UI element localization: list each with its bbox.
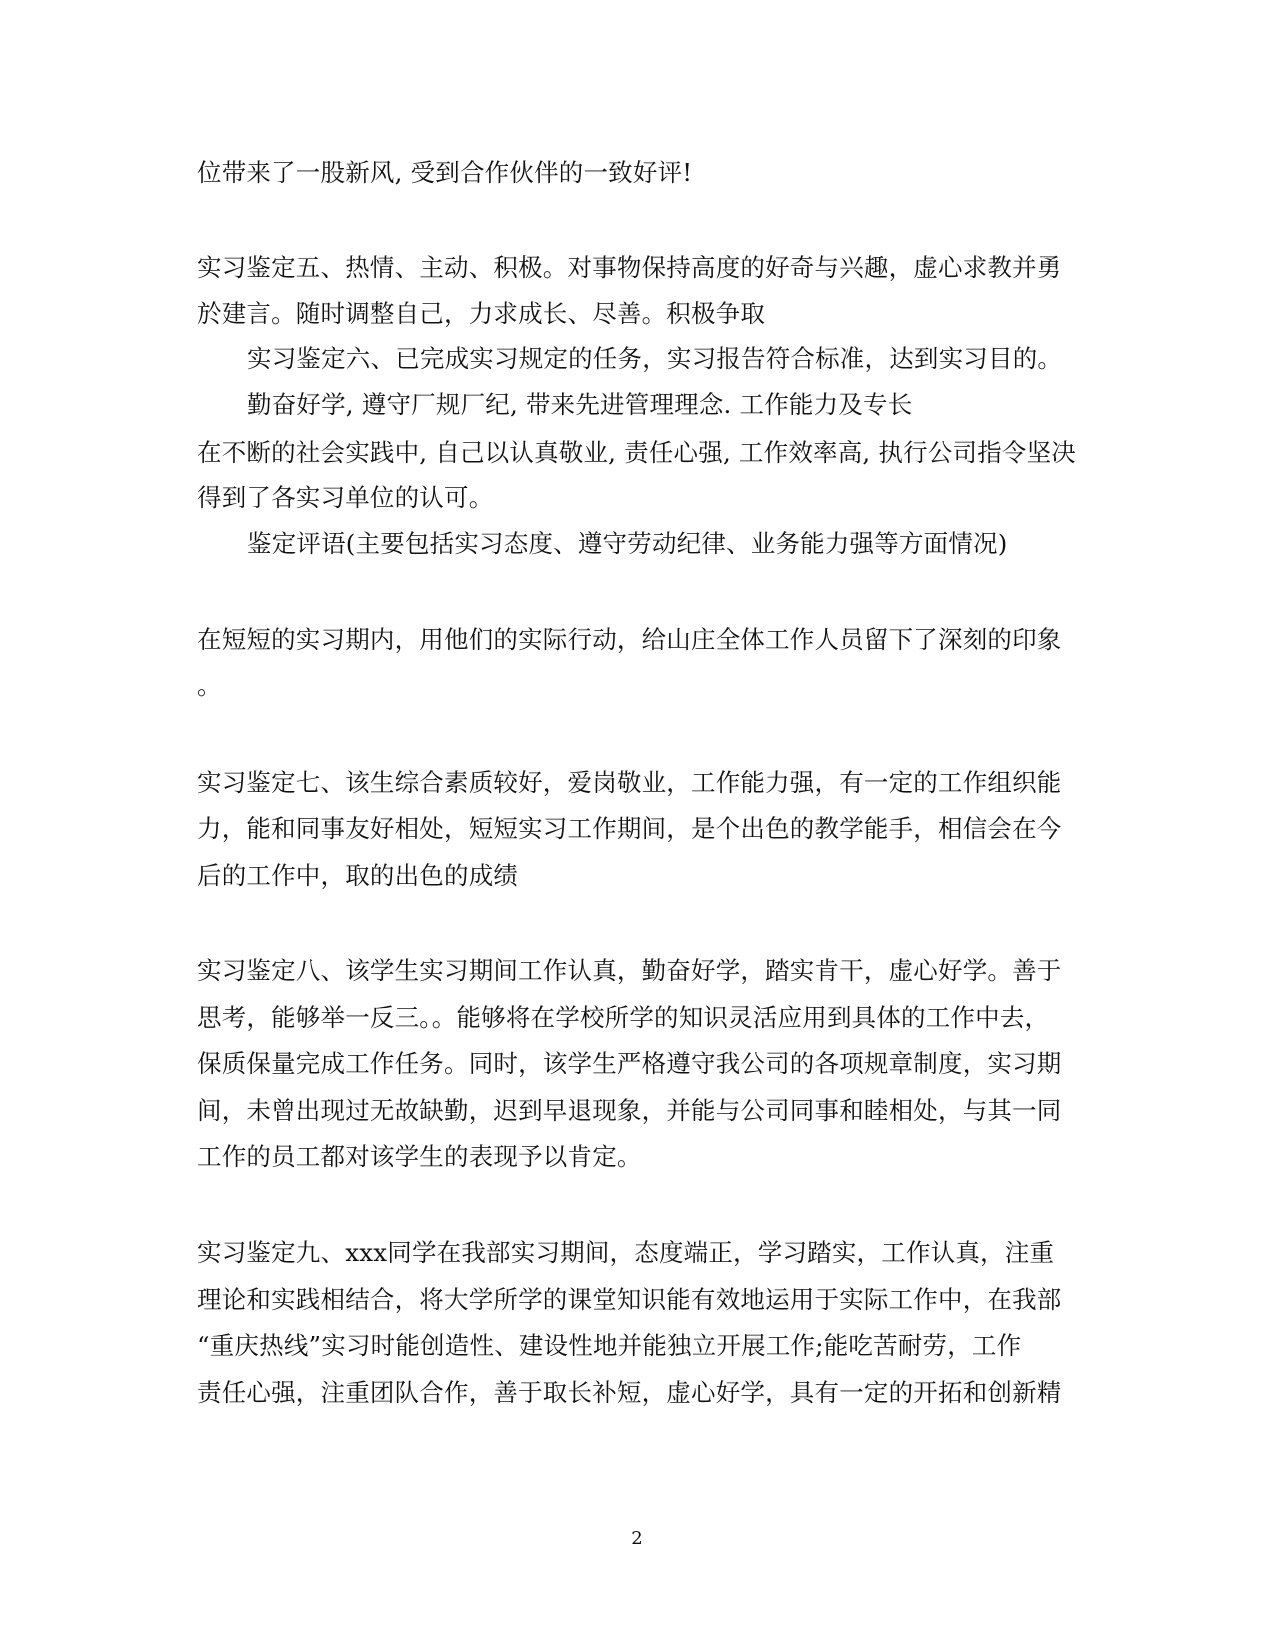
text-line: 保质保量完成工作任务。同时，该学生严格遵守我公司的各项规章制度，实习期 — [197, 1049, 1062, 1078]
text-line: 位带来了一股新风, 受到合作伙伴的一致好评! — [197, 158, 693, 187]
text-line: 理论和实践相结合，将大学所学的课堂知识能有效地运用于实际工作中，在我部 — [197, 1285, 1062, 1314]
text-line: 实习鉴定八、该学生实习期间工作认真，勤奋好学，踏实肯干，虚心好学。善于 — [197, 956, 1062, 985]
text-line: 於建言。随时调整自己，力求成长、尽善。积极争取 — [197, 299, 766, 328]
text-line: 思考，能够举一反三。。能够将在学校所学的知识灵活应用到具体的工作中去， — [197, 1003, 1050, 1032]
text-line: 实习鉴定五、热情、主动、积极。对事物保持高度的好奇与兴趣，虚心求教并勇 — [197, 253, 1062, 282]
text-line: 得到了各实习单位的认可。 — [197, 483, 494, 512]
text-line: “重庆热线”实习时能创造性、建设性地并能独立开展工作;能吃苦耐劳，工作 — [197, 1331, 1022, 1360]
text-line: 力，能和同事友好相处，短短实习工作期间，是个出色的教学能手，相信会在今 — [197, 814, 1062, 843]
text-line: 实习鉴定七、该生综合素质较好，爱岗敬业，工作能力强，有一定的工作组织能 — [197, 768, 1062, 797]
text-line: 。 — [197, 671, 222, 700]
text-line: 在不断的社会实践中, 自己以认真敬业, 责任心强, 工作效率高, 执行公司指令坚决 — [197, 438, 1076, 467]
text-line: 鉴定评语(主要包括实习态度、遵守劳动纪律、业务能力强等方面情况) — [247, 529, 1008, 558]
text-line: 责任心强，注重团队合作，善于取长补短，虚心好学，具有一定的开拓和创新精 — [197, 1378, 1062, 1407]
page-number: 2 — [631, 1528, 643, 1549]
text-line: 工作的员工都对该学生的表现予以肯定。 — [197, 1142, 642, 1171]
text-line: 实习鉴定六、已完成实习规定的任务，实习报告符合标准，达到实习目的。 — [247, 344, 1063, 373]
text-line: 勤奋好学, 遵守厂规厂纪, 带来先进管理理念. 工作能力及专长 — [247, 390, 913, 419]
text-line: 后的工作中，取的出色的成绩 — [197, 861, 519, 890]
text-line: 实习鉴定九、xxx同学在我部实习期间，态度端正，学习踏实，工作认真，注重 — [197, 1238, 1055, 1267]
text-line: 在短短的实习期内，用他们的实际行动，给山庄全体工作人员留下了深刻的印象 — [197, 625, 1062, 654]
text-line: 间，未曾出现过无故缺勤，迟到早退现象，并能与公司同事和睦相处，与其一同 — [197, 1096, 1062, 1125]
